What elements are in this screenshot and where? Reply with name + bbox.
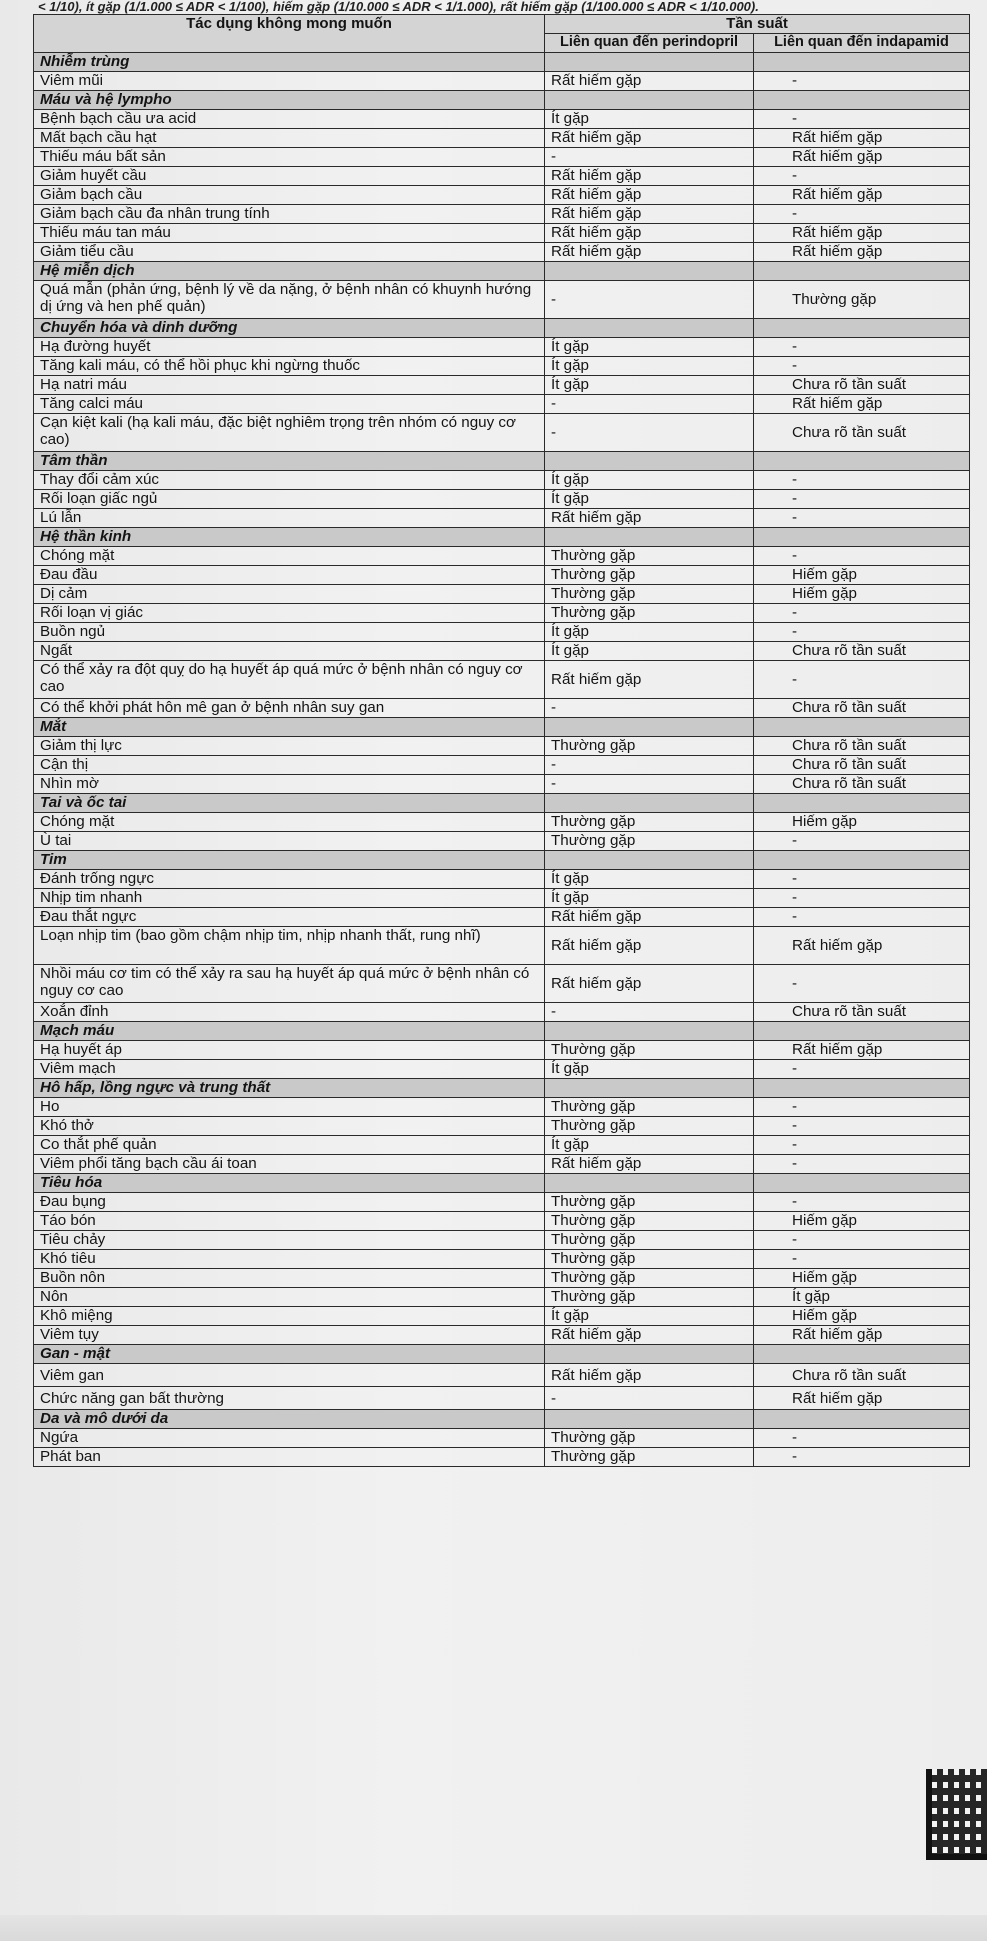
section-empty-cell [545,851,754,870]
table-row [34,604,970,623]
perindopril-frequency-cell: Thường gặp [545,737,754,756]
indapamid-frequency-cell: - [754,338,970,357]
effect-cell: Đau thắt ngực [34,908,545,927]
perindopril-frequency-cell: Thường gặp [545,1288,754,1307]
indapamid-frequency-cell: - [754,870,970,889]
indapamid-frequency-cell: Rất hiếm gặp [754,224,970,243]
effect-cell: Ù tai [34,832,545,851]
table-row [34,1136,970,1155]
indapamid-frequency-cell: - [754,1231,970,1250]
table-row [34,205,970,224]
perindopril-frequency-cell: Ít gặp [545,1136,754,1155]
indapamid-frequency-cell: - [754,908,970,927]
table-row [34,110,970,129]
perindopril-frequency-cell: Thường gặp [545,1041,754,1060]
table-row [34,509,970,528]
perindopril-frequency-cell: - [545,775,754,794]
effect-cell: Cạn kiệt kali (hạ kali máu, đặc biệt nghiêm trọng trên nhóm có nguy cơ cao) [34,414,545,452]
table-row [34,661,970,699]
frequency-definition-note: < 1/10), ít gặp (1/1.000 ≤ ADR < 1/100), hiếm gặp (1/10.000 ≤ ADR < 1/1.000), rất hiếm gặp (1/100.000 ≤ ADR < 1/10.000). [38,0,759,14]
datamatrix-code [926,1769,987,1860]
indapamid-frequency-cell: Hiếm gặp [754,813,970,832]
effect-cell: Loạn nhịp tim (bao gồm chậm nhịp tim, nhịp nhanh thất, rung nhĩ) [34,927,545,965]
perindopril-frequency-cell: Thường gặp [545,1193,754,1212]
section-title: Tai và ốc tai [34,794,545,813]
table-row [34,566,970,585]
indapamid-frequency-cell: - [754,547,970,566]
effect-cell: Bệnh bạch cầu ưa acid [34,110,545,129]
effect-cell: Tăng kali máu, có thể hồi phục khi ngừng thuốc [34,357,545,376]
perindopril-frequency-cell: Thường gặp [545,604,754,623]
indapamid-frequency-cell: Hiếm gặp [754,1212,970,1231]
section-row [34,91,970,110]
perindopril-frequency-cell: Ít gặp [545,338,754,357]
effect-cell: Viêm phổi tăng bạch cầu ái toan [34,1155,545,1174]
indapamid-frequency-cell: Rất hiếm gặp [754,148,970,167]
perindopril-frequency-cell: Thường gặp [545,585,754,604]
effect-cell: Ngất [34,642,545,661]
effect-cell: Co thắt phế quản [34,1136,545,1155]
indapamid-frequency-cell: Rất hiếm gặp [754,1387,970,1410]
section-empty-cell [545,1079,754,1098]
section-title: Gan - mật [34,1345,545,1364]
table-row [34,395,970,414]
perindopril-frequency-cell: Thường gặp [545,1269,754,1288]
section-empty-cell [754,53,970,72]
section-empty-cell [545,1174,754,1193]
table-row [34,642,970,661]
perindopril-frequency-cell: Ít gặp [545,490,754,509]
effect-cell: Thay đổi cảm xúc [34,471,545,490]
section-title: Máu và hệ lympho [34,91,545,110]
table-row [34,585,970,604]
table-row [34,243,970,262]
effect-cell: Buồn nôn [34,1269,545,1288]
table-row [34,547,970,566]
perindopril-frequency-cell: Ít gặp [545,110,754,129]
effect-cell: Quá mẫn (phản ứng, bệnh lý về da nặng, ở bệnh nhân có khuynh hướng dị ứng và hen phế quản) [34,281,545,319]
table-row [34,1288,970,1307]
indapamid-frequency-cell: - [754,1429,970,1448]
effect-cell: Tăng calci máu [34,395,545,414]
table-row [34,889,970,908]
table-row [34,737,970,756]
datamatrix-finder-bottom [926,1854,987,1860]
section-title: Nhiễm trùng [34,53,545,72]
perindopril-frequency-cell: Thường gặp [545,832,754,851]
section-row [34,262,970,281]
table-row [34,1269,970,1288]
section-row [34,1079,970,1098]
table-row [34,870,970,889]
table-row [34,1041,970,1060]
table-row [34,1193,970,1212]
effect-cell: Khó thở [34,1117,545,1136]
effect-cell: Chóng mặt [34,547,545,566]
effect-cell: Viêm tụy [34,1326,545,1345]
section-empty-cell [545,1022,754,1041]
indapamid-frequency-cell: Chưa rõ tần suất [754,414,970,452]
section-empty-cell [545,528,754,547]
perindopril-frequency-cell: Ít gặp [545,1060,754,1079]
table-row [34,623,970,642]
table-row [34,167,970,186]
perindopril-frequency-cell: Rất hiếm gặp [545,205,754,224]
section-row [34,319,970,338]
section-row [34,1345,970,1364]
indapamid-frequency-cell: - [754,110,970,129]
indapamid-frequency-cell: - [754,1117,970,1136]
indapamid-frequency-cell: - [754,1155,970,1174]
table-row [34,1326,970,1345]
section-title: Hệ miễn dịch [34,262,545,281]
indapamid-frequency-cell: Rất hiếm gặp [754,243,970,262]
table-row [34,281,970,319]
section-empty-cell [545,262,754,281]
effect-cell: Cận thị [34,756,545,775]
indapamid-frequency-cell: - [754,357,970,376]
table-row [34,1231,970,1250]
perindopril-frequency-cell: - [545,756,754,775]
perindopril-frequency-cell: Rất hiếm gặp [545,965,754,1003]
table-row [34,148,970,167]
section-empty-cell [545,91,754,110]
effect-cell: Nôn [34,1288,545,1307]
section-row [34,851,970,870]
effect-cell: Buồn ngủ [34,623,545,642]
section-empty-cell [545,1345,754,1364]
perindopril-frequency-cell: Ít gặp [545,889,754,908]
table-row [34,1098,970,1117]
table-row [34,129,970,148]
indapamid-frequency-cell: Chưa rõ tần suất [754,376,970,395]
effect-cell: Hạ natri máu [34,376,545,395]
effect-cell: Táo bón [34,1212,545,1231]
perindopril-frequency-cell: - [545,699,754,718]
column-header-perindopril: Liên quan đến perindopril [545,34,754,53]
table-row [34,490,970,509]
perindopril-frequency-cell: Rất hiếm gặp [545,72,754,91]
perindopril-frequency-cell: - [545,281,754,319]
perindopril-frequency-cell: Ít gặp [545,870,754,889]
perindopril-frequency-cell: Rất hiếm gặp [545,509,754,528]
section-title: Hô hấp, lồng ngực và trung thất [34,1079,545,1098]
section-empty-cell [754,1079,970,1098]
effect-cell: Ngứa [34,1429,545,1448]
indapamid-frequency-cell: Rất hiếm gặp [754,186,970,205]
section-empty-cell [754,794,970,813]
section-empty-cell [754,452,970,471]
indapamid-frequency-cell: - [754,889,970,908]
perindopril-frequency-cell: Thường gặp [545,1098,754,1117]
section-empty-cell [545,1410,754,1429]
section-row [34,1174,970,1193]
section-title: Hệ thần kinh [34,528,545,547]
effect-cell: Giảm thị lực [34,737,545,756]
effect-cell: Giảm huyết cầu [34,167,545,186]
effect-cell: Thiếu máu tan máu [34,224,545,243]
indapamid-frequency-cell: Chưa rõ tần suất [754,756,970,775]
section-empty-cell [545,718,754,737]
table-row [34,908,970,927]
perindopril-frequency-cell: Rất hiếm gặp [545,224,754,243]
perindopril-frequency-cell: Rất hiếm gặp [545,661,754,699]
indapamid-frequency-cell: Chưa rõ tần suất [754,699,970,718]
indapamid-frequency-cell: - [754,471,970,490]
section-title: Tâm thần [34,452,545,471]
datamatrix-finder-left [926,1769,932,1860]
table-row [34,1429,970,1448]
effect-cell: Giảm tiểu cầu [34,243,545,262]
indapamid-frequency-cell: - [754,509,970,528]
indapamid-frequency-cell: - [754,1250,970,1269]
effect-cell: Giảm bạch cầu đa nhân trung tính [34,205,545,224]
table-row [34,186,970,205]
section-row [34,718,970,737]
table-row [34,1117,970,1136]
effect-cell: Đau bụng [34,1193,545,1212]
indapamid-frequency-cell: - [754,1136,970,1155]
indapamid-frequency-cell: - [754,1448,970,1467]
effect-cell: Khô miệng [34,1307,545,1326]
indapamid-frequency-cell: Rất hiếm gặp [754,1326,970,1345]
perindopril-frequency-cell: Thường gặp [545,1448,754,1467]
perindopril-frequency-cell: Thường gặp [545,547,754,566]
perindopril-frequency-cell: - [545,1387,754,1410]
effect-cell: Có thể khởi phát hôn mê gan ở bệnh nhân suy gan [34,699,545,718]
indapamid-frequency-cell: Chưa rõ tần suất [754,642,970,661]
indapamid-frequency-cell: - [754,167,970,186]
perindopril-frequency-cell: Rất hiếm gặp [545,1364,754,1387]
effect-cell: Chóng mặt [34,813,545,832]
table-row [34,813,970,832]
indapamid-frequency-cell: Hiếm gặp [754,566,970,585]
adverse-effects-table [33,14,970,1467]
indapamid-frequency-cell: Chưa rõ tần suất [754,1364,970,1387]
indapamid-frequency-cell: Thường gặp [754,281,970,319]
effect-cell: Viêm gan [34,1364,545,1387]
indapamid-frequency-cell: Rất hiếm gặp [754,1041,970,1060]
indapamid-frequency-cell: - [754,72,970,91]
effect-cell: Đánh trống ngực [34,870,545,889]
table-row [34,965,970,1003]
table-row [34,832,970,851]
effect-cell: Chức năng gan bất thường [34,1387,545,1410]
perindopril-frequency-cell: Ít gặp [545,1307,754,1326]
indapamid-frequency-cell: - [754,661,970,699]
indapamid-frequency-cell: - [754,965,970,1003]
effect-cell: Lú lẫn [34,509,545,528]
perindopril-frequency-cell: Rất hiếm gặp [545,1155,754,1174]
section-empty-cell [545,319,754,338]
perindopril-frequency-cell: Thường gặp [545,1231,754,1250]
indapamid-frequency-cell: Chưa rõ tần suất [754,775,970,794]
section-empty-cell [754,718,970,737]
section-empty-cell [754,1174,970,1193]
perindopril-frequency-cell: Rất hiếm gặp [545,927,754,965]
section-empty-cell [754,319,970,338]
effect-cell: Thiếu máu bất sản [34,148,545,167]
effect-cell: Nhịp tim nhanh [34,889,545,908]
section-title: Mắt [34,718,545,737]
table-row [34,756,970,775]
perindopril-frequency-cell: Rất hiếm gặp [545,167,754,186]
perindopril-frequency-cell: Thường gặp [545,1117,754,1136]
effect-cell: Dị cảm [34,585,545,604]
table-row [34,1364,970,1387]
table-row [34,1448,970,1467]
perindopril-frequency-cell: Ít gặp [545,642,754,661]
table-row [34,1003,970,1022]
perindopril-frequency-cell: Rất hiếm gặp [545,908,754,927]
effect-cell: Rối loạn vị giác [34,604,545,623]
effect-cell: Rối loạn giấc ngủ [34,490,545,509]
indapamid-frequency-cell: Ít gặp [754,1288,970,1307]
section-title: Tim [34,851,545,870]
indapamid-frequency-cell: Hiếm gặp [754,585,970,604]
indapamid-frequency-cell: - [754,604,970,623]
perindopril-frequency-cell: Thường gặp [545,1250,754,1269]
table-body [34,53,970,1467]
indapamid-frequency-cell: - [754,1060,970,1079]
perindopril-frequency-cell: Thường gặp [545,1429,754,1448]
section-empty-cell [754,851,970,870]
perindopril-frequency-cell: - [545,395,754,414]
indapamid-frequency-cell: - [754,623,970,642]
section-empty-cell [545,452,754,471]
indapamid-frequency-cell: Rất hiếm gặp [754,129,970,148]
effect-cell: Viêm mũi [34,72,545,91]
section-row [34,1022,970,1041]
section-row [34,794,970,813]
table-row [34,927,970,965]
effect-cell: Xoắn đỉnh [34,1003,545,1022]
effect-cell: Viêm mạch [34,1060,545,1079]
indapamid-frequency-cell: Chưa rõ tần suất [754,737,970,756]
indapamid-frequency-cell: Rất hiếm gặp [754,927,970,965]
perindopril-frequency-cell: Ít gặp [545,471,754,490]
table-row [34,1060,970,1079]
section-empty-cell [754,1022,970,1041]
effect-cell: Ho [34,1098,545,1117]
effect-cell: Giảm bạch cầu [34,186,545,205]
column-header-indapamid: Liên quan đến indapamid [754,34,970,53]
perindopril-frequency-cell: Rất hiếm gặp [545,186,754,205]
table-row [34,1212,970,1231]
section-empty-cell [754,528,970,547]
perindopril-frequency-cell: Thường gặp [545,566,754,585]
effect-cell: Phát ban [34,1448,545,1467]
table-row [34,376,970,395]
effect-cell: Khó tiêu [34,1250,545,1269]
column-header-effect: Tác dụng không mong muốn [34,15,545,53]
perindopril-frequency-cell: Rất hiếm gặp [545,243,754,262]
perindopril-frequency-cell: - [545,1003,754,1022]
table-row [34,1307,970,1326]
perindopril-frequency-cell: Ít gặp [545,623,754,642]
perindopril-frequency-cell: Rất hiếm gặp [545,129,754,148]
section-row [34,53,970,72]
section-row [34,452,970,471]
indapamid-frequency-cell: Hiếm gặp [754,1269,970,1288]
indapamid-frequency-cell: Hiếm gặp [754,1307,970,1326]
indapamid-frequency-cell: - [754,1193,970,1212]
section-empty-cell [545,53,754,72]
section-title: Tiêu hóa [34,1174,545,1193]
section-empty-cell [754,1410,970,1429]
perindopril-frequency-cell: Rất hiếm gặp [545,1326,754,1345]
indapamid-frequency-cell: Rất hiếm gặp [754,395,970,414]
effect-cell: Hạ huyết áp [34,1041,545,1060]
table-row [34,357,970,376]
table-row [34,775,970,794]
perindopril-frequency-cell: Ít gặp [545,376,754,395]
section-row [34,1410,970,1429]
effect-cell: Đau đầu [34,566,545,585]
table-row [34,1250,970,1269]
effect-cell: Nhìn mờ [34,775,545,794]
perindopril-frequency-cell: Thường gặp [545,1212,754,1231]
perindopril-frequency-cell: - [545,148,754,167]
section-row [34,528,970,547]
indapamid-frequency-cell: - [754,832,970,851]
indapamid-frequency-cell: - [754,205,970,224]
perindopril-frequency-cell: Thường gặp [545,813,754,832]
effect-cell: Tiêu chảy [34,1231,545,1250]
effect-cell: Mất bạch cầu hạt [34,129,545,148]
section-title: Da và mô dưới da [34,1410,545,1429]
section-empty-cell [754,91,970,110]
section-empty-cell [545,794,754,813]
section-empty-cell [754,1345,970,1364]
indapamid-frequency-cell: - [754,490,970,509]
table-row [34,1155,970,1174]
column-header-frequency: Tần suất [545,15,970,34]
table-row [34,414,970,452]
table-row [34,471,970,490]
page-bottom-edge [0,1915,987,1941]
effect-cell: Nhồi máu cơ tim có thể xảy ra sau hạ huyết áp quá mức ở bệnh nhân có nguy cơ cao [34,965,545,1003]
table-row [34,699,970,718]
effect-cell: Hạ đường huyết [34,338,545,357]
perindopril-frequency-cell: - [545,414,754,452]
section-title: Chuyển hóa và dinh dưỡng [34,319,545,338]
table-row [34,338,970,357]
section-empty-cell [754,262,970,281]
perindopril-frequency-cell: Ít gặp [545,357,754,376]
indapamid-frequency-cell: Chưa rõ tần suất [754,1003,970,1022]
table-row [34,72,970,91]
table-row [34,1387,970,1410]
indapamid-frequency-cell: - [754,1098,970,1117]
section-title: Mạch máu [34,1022,545,1041]
table-row [34,224,970,243]
effect-cell: Có thể xảy ra đột quỵ do hạ huyết áp quá mức ở bệnh nhân có nguy cơ cao [34,661,545,699]
